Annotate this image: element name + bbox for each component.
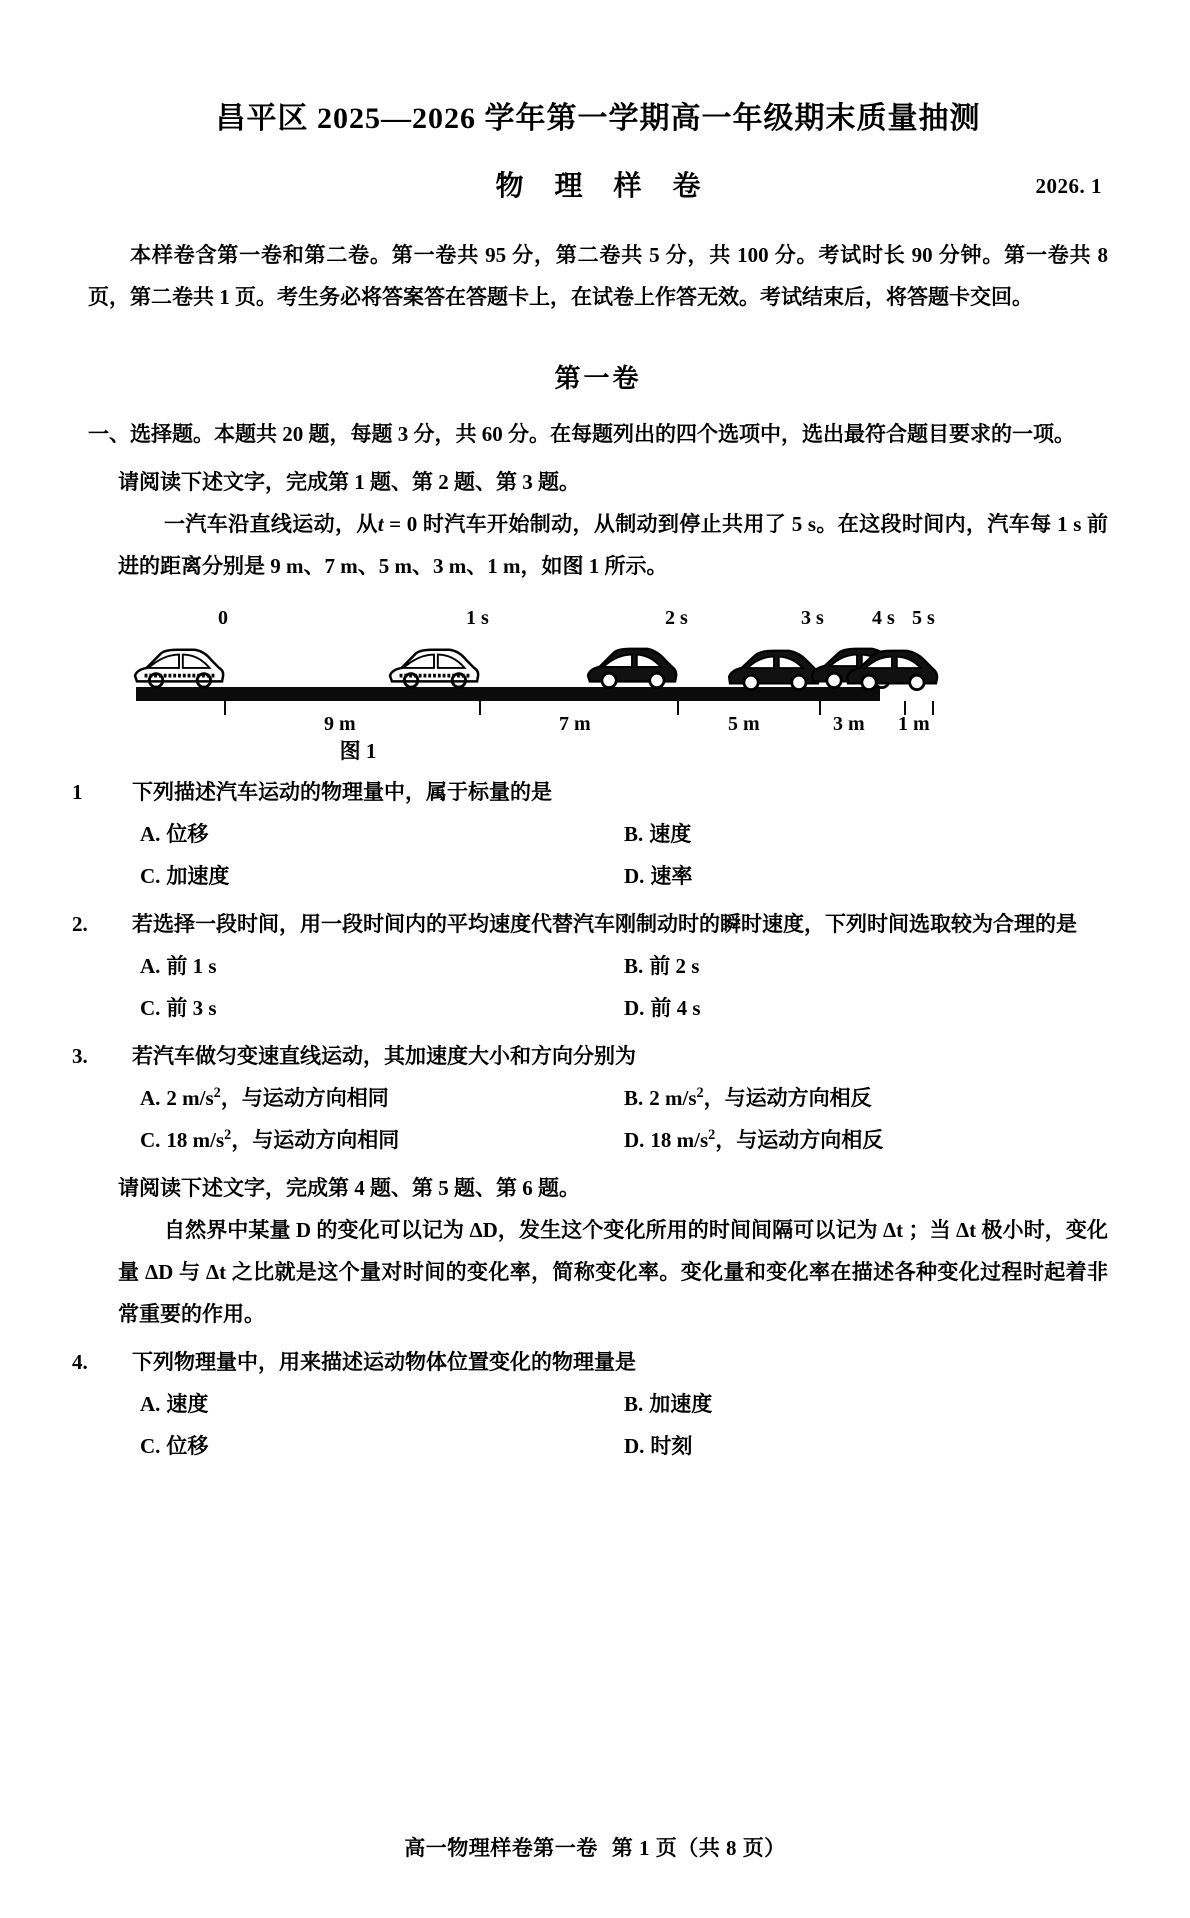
question-3-option-row-1	[140, 1077, 1108, 1119]
option-text: 位移	[166, 821, 209, 846]
question-3-text: 若汽车做匀变速直线运动，其加速度大小和方向分别为	[132, 1043, 636, 1068]
tick-2s	[677, 701, 679, 715]
option-text: 加速度	[166, 863, 230, 888]
question-3-option-d[interactable]	[624, 1119, 1108, 1161]
question-3-option-c[interactable]	[140, 1119, 624, 1161]
car-icon-5s	[843, 647, 941, 691]
option-text: 前 3 s	[166, 995, 217, 1020]
question-1-option-b[interactable]	[624, 813, 1108, 855]
option-text: 速率	[650, 863, 693, 888]
option-label: C.	[140, 1433, 161, 1458]
option-label: A.	[140, 1085, 161, 1110]
part-one-intro: 一、选择题。本题共 20 题，每题 3 分，共 60 分。在每题列出的四个选项中，选出最符合题目要求的一项。	[88, 421, 1075, 446]
question-2-option-row-2	[140, 987, 1108, 1029]
option-value: 2 m/s	[649, 1085, 697, 1110]
question-3-option-row-2	[140, 1119, 1108, 1161]
tick-5s	[932, 701, 934, 715]
question-3-number: 3.	[72, 1043, 88, 1068]
question-3-option-b[interactable]	[624, 1077, 1108, 1119]
page-title: 昌平区 2025—2026 学年第一学期高一年级期末质量抽测	[215, 102, 981, 135]
passage-2-lead: 请阅读下述文字，完成第 4 题、第 5 题、第 6 题。	[118, 1175, 580, 1200]
option-exponent: 2	[708, 1126, 716, 1143]
option-label: C.	[140, 1127, 161, 1152]
question-4-option-row-2	[140, 1425, 1108, 1467]
option-label: B.	[624, 953, 644, 978]
option-text: 前 2 s	[649, 953, 700, 978]
car-icon-0	[130, 645, 228, 689]
option-text: ，与运动方向相反	[703, 1085, 872, 1110]
question-2-option-b[interactable]	[624, 945, 1108, 987]
figure-time-label-0: 0	[218, 606, 228, 629]
question-1-option-d[interactable]	[624, 855, 1108, 897]
question-3-options	[140, 1077, 1108, 1161]
figure-1-caption: 图 1	[339, 738, 377, 763]
question-1-option-row-2	[140, 855, 1108, 897]
passage-1-body	[118, 503, 1108, 587]
option-text: 加速度	[649, 1391, 713, 1416]
footer-left: 高一物理样卷第一卷	[404, 1836, 598, 1860]
page-content	[72, 0, 1109, 1467]
car-icon-2s	[583, 645, 681, 689]
question-2-options	[140, 945, 1108, 1029]
question-1-option-row-1	[140, 813, 1108, 855]
option-label: D.	[624, 1127, 645, 1152]
question-2-option-c[interactable]	[140, 987, 624, 1029]
option-text: 前 4 s	[650, 995, 701, 1020]
footer-right: 第 1 页（共 8 页）	[611, 1836, 786, 1860]
question-4-stem	[72, 1341, 1108, 1383]
option-label: C.	[140, 995, 161, 1020]
question-1-option-a[interactable]	[140, 813, 624, 855]
question-4-option-b[interactable]	[624, 1383, 1108, 1425]
question-1-number: 1	[72, 779, 83, 804]
question-4-option-a[interactable]	[140, 1383, 624, 1425]
question-4-text: 下列物理量中，用来描述运动物体位置变化的物理量是	[132, 1349, 636, 1374]
question-3	[72, 1035, 1108, 1161]
question-2-option-d[interactable]	[624, 987, 1108, 1029]
option-label: B.	[624, 821, 644, 846]
question-2	[72, 903, 1108, 1029]
question-4-option-c[interactable]	[140, 1425, 624, 1467]
option-exponent: 2	[696, 1084, 704, 1101]
option-label: C.	[140, 863, 161, 888]
option-label: D.	[624, 995, 645, 1020]
question-4-options	[140, 1383, 1108, 1467]
option-text: ，与运动方向相同	[220, 1085, 389, 1110]
question-2-option-a[interactable]	[140, 945, 624, 987]
figure-1-canvas	[88, 603, 1108, 733]
tick-1s	[479, 701, 481, 715]
option-label: A.	[140, 953, 161, 978]
page-footer	[0, 1832, 1190, 1862]
question-4-number: 4.	[72, 1349, 88, 1374]
passage-2-group	[88, 1167, 1108, 1335]
exam-date: 2026. 1	[1035, 173, 1102, 198]
question-3-stem	[72, 1035, 1108, 1077]
option-text: 前 1 s	[166, 953, 217, 978]
option-value: 18 m/s	[650, 1127, 709, 1152]
option-label: B.	[624, 1391, 644, 1416]
passage-1-group	[88, 461, 1108, 587]
option-label: A.	[140, 1391, 161, 1416]
figure-distance-label-5m: 5 m	[728, 712, 760, 735]
option-exponent: 2	[224, 1126, 232, 1143]
option-exponent: 2	[213, 1084, 221, 1101]
question-1	[72, 771, 1108, 897]
option-value: 2 m/s	[166, 1085, 214, 1110]
question-3-option-a[interactable]	[140, 1077, 624, 1119]
figure-time-label-5s: 5 s	[912, 606, 935, 629]
subject-row	[88, 164, 1108, 208]
option-text: ，与运动方向相同	[231, 1127, 400, 1152]
passage-1-body-part2: = 0 时汽车开始制动，从制动到停止共用了 5 s。在这段时间内，汽车每 1 s 前进的距离分别是 9 m、7 m、5 m、3 m、1 m，如图 1 所示。	[118, 511, 1109, 578]
option-label: D.	[624, 1433, 645, 1458]
option-text: 时刻	[650, 1433, 693, 1458]
question-2-stem	[72, 903, 1108, 945]
question-4-option-d[interactable]	[624, 1425, 1108, 1467]
section-heading-part-one: 第一卷	[554, 363, 642, 393]
question-2-text: 若选择一段时间，用一段时间内的平均速度代替汽车刚制动时的瞬时速度，下列时间选取较为合理的是	[132, 911, 1077, 936]
figure-time-label-2s: 2 s	[665, 606, 688, 629]
question-2-number: 2.	[72, 911, 88, 936]
car-icon-1s	[385, 645, 483, 689]
question-4-option-row-1	[140, 1383, 1108, 1425]
question-1-option-c[interactable]	[140, 855, 624, 897]
passage-1-body-part1: 一汽车沿直线运动，从	[164, 511, 378, 536]
subject-title: 物 理 样 卷	[495, 170, 713, 202]
option-text: 速度	[649, 821, 692, 846]
figure-time-label-3s: 3 s	[801, 606, 824, 629]
figure-time-label-1s: 1 s	[466, 606, 489, 629]
passage-2-body: 自然界中某量 D 的变化可以记为 ΔD，发生这个变化所用的时间间隔可以记为 Δt ；当 Δt 极小时，变化量 ΔD 与 Δt 之比就是这个量对时间的变化率，简称变化率。变化量和变化率在描述各种变化过程时起着非常重要的作用。	[118, 1217, 1108, 1326]
passage-1-italic-t: t	[377, 511, 384, 536]
option-label: B.	[624, 1085, 644, 1110]
option-text: ，与运动方向相反	[715, 1127, 884, 1152]
option-label: D.	[624, 863, 645, 888]
option-text: 位移	[166, 1433, 209, 1458]
option-value: 18 m/s	[166, 1127, 225, 1152]
question-1-text: 下列描述汽车运动的物理量中，属于标量的是	[132, 779, 552, 804]
question-2-option-row-1	[140, 945, 1108, 987]
question-4	[72, 1341, 1108, 1467]
tick-0	[224, 701, 226, 715]
figure-time-label-4s: 4 s	[872, 606, 895, 629]
figure-distance-label-3m: 3 m	[833, 712, 865, 735]
option-label: A.	[140, 821, 161, 846]
passage-1-lead: 请阅读下述文字，完成第 1 题、第 2 题、第 3 题。	[118, 469, 580, 494]
question-1-stem	[72, 771, 1108, 813]
question-1-options	[140, 813, 1108, 897]
figure-distance-label-1m: 1 m	[898, 712, 930, 735]
exam-instructions: 本样卷含第一卷和第二卷。第一卷共 95 分，第二卷共 5 分，共 100 分。考试时长 90 分钟。第一卷共 8 页，第二卷共 1 页。考生务必将答案答在答题卡上，在试卷上作答无效。考试结束后，将答题卡交回。	[88, 242, 1108, 309]
figure-distance-label-9m: 9 m	[324, 712, 356, 735]
tick-3s	[819, 701, 821, 715]
figure-distance-label-7m: 7 m	[559, 712, 591, 735]
figure-1	[88, 603, 1108, 765]
option-text: 速度	[166, 1391, 209, 1416]
